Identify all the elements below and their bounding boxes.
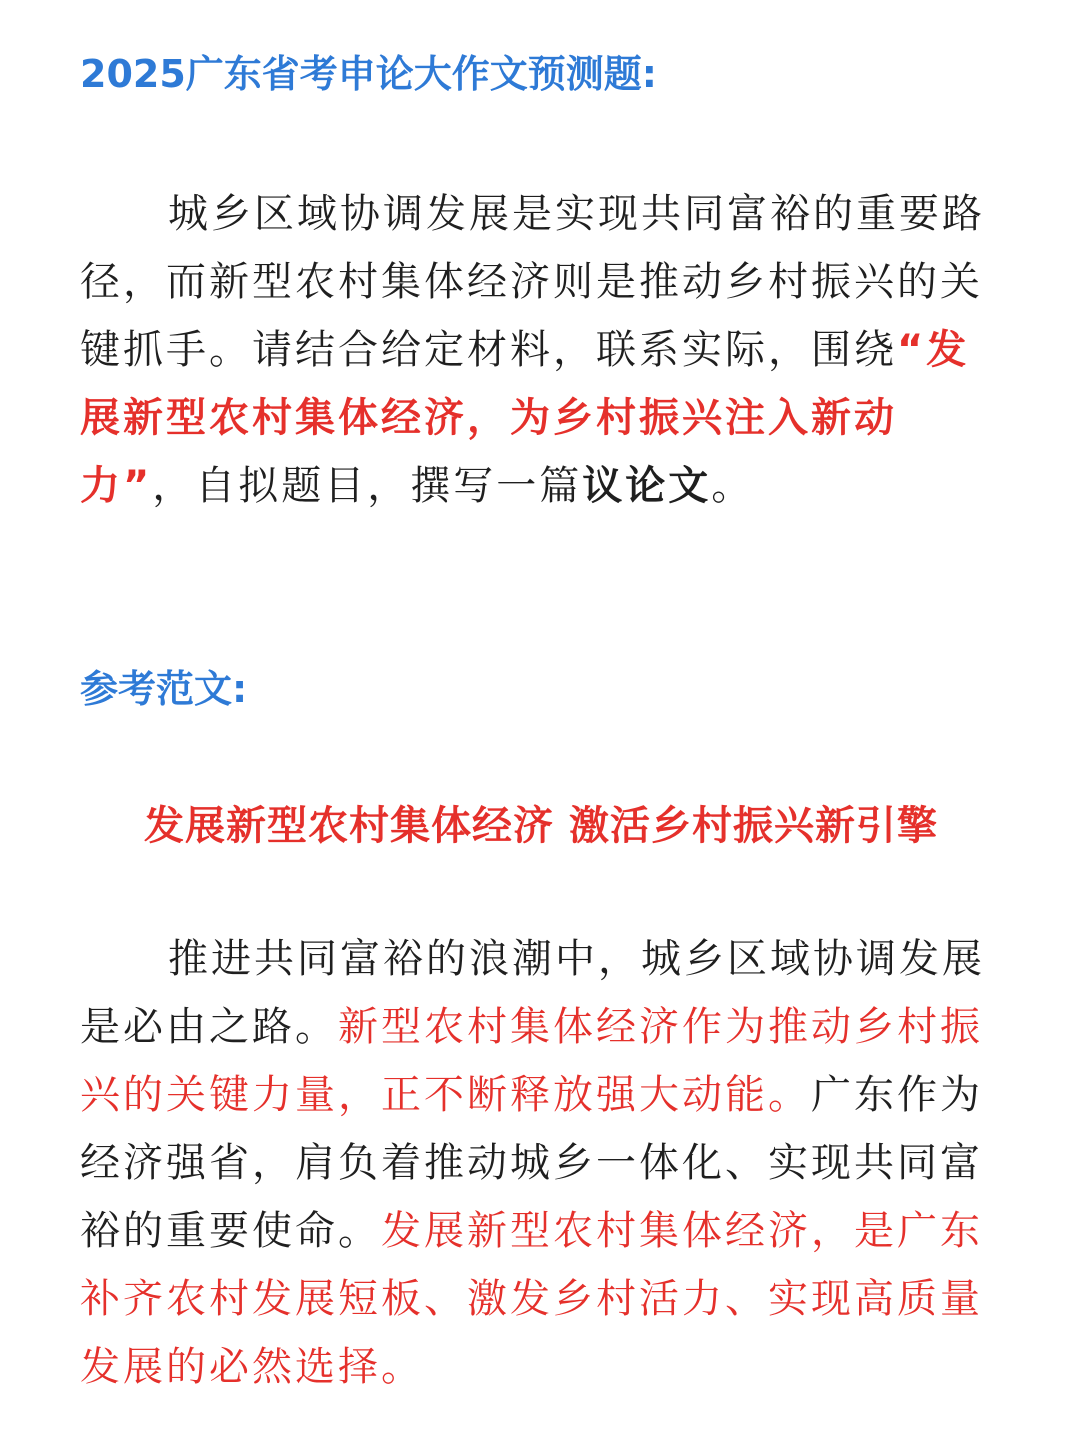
prompt-theme: “发展新型农村集体经济，为乡村振兴注入新动力”: [80, 327, 970, 509]
essay-title: 发展新型农村集体经济 激活乡村振兴新引擎: [144, 803, 938, 849]
prompt-end: 。: [711, 463, 755, 509]
essay-sentence-4: 发展新型农村集体经济，是广东补齐农村发展短板、激发乡村活力、实现高质量发展的必然选择。: [80, 1208, 983, 1390]
prompt-intro: 城乡区域协调发展是实现共同富裕的重要路径，而新型农村集体经济则是推动乡村振兴的关键抓手。请结合给定材料，联系实际，围绕: [80, 191, 985, 373]
essay-sentence-3: 广东作为经济强省，肩负着推动城乡一体化、实现共同富裕的重要使命。: [80, 1072, 983, 1254]
essay-sentence-1: 推进共同富裕的浪潮中，城乡区域协调发展是必由之路。: [80, 936, 985, 1050]
prompt-heading: 2025广东省考申论大作文预测题:: [80, 52, 657, 96]
essay-sentence-2: 新型农村集体经济作为推动乡村振兴的关键力量，正不断释放强大动能。: [80, 1004, 983, 1118]
prompt-middle: ，自拟题目，撰写一篇: [152, 463, 583, 509]
prompt-genre: 议论文: [582, 463, 712, 509]
sample-heading: 参考范文:: [80, 667, 248, 711]
prompt-paragraph: [80, 180, 1002, 520]
essay-paragraph: [80, 925, 1002, 1401]
